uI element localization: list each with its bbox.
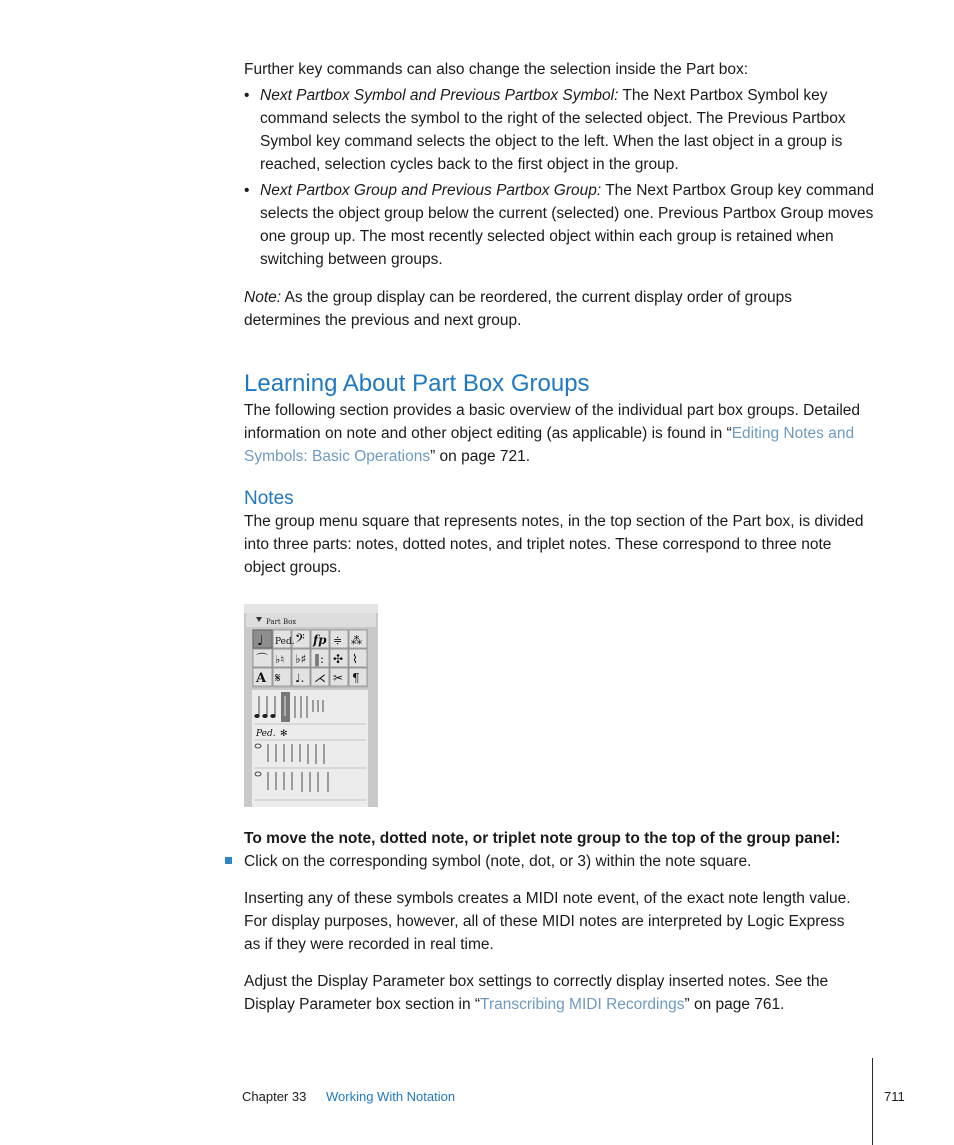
instruction-heading: To move the note, dotted note, or triplet note group to the top of the group panel:	[244, 830, 841, 847]
notes-heading: Notes	[244, 488, 294, 509]
key-command-list	[244, 84, 884, 274]
part-box-illustration	[244, 604, 378, 807]
midi-note-paragraph: Inserting any of these symbols creates a MIDI note event, of the exact note length value. For display purposes, however, all of these MIDI notes are interpreted by Logic Express as if they were recorded in real time.	[244, 890, 851, 953]
step-paragraph	[244, 850, 864, 873]
footer-divider	[872, 1058, 873, 1145]
bullet-dot: •	[244, 182, 250, 199]
note-paragraph	[244, 286, 864, 332]
svg-text:A: A	[256, 671, 267, 686]
bullet-dot: •	[244, 87, 250, 104]
list-item	[244, 179, 884, 271]
part-box-title: Part Box	[266, 618, 297, 626]
svg-text:✣: ✣	[333, 652, 344, 666]
display-parameter-after: ” on page 761.	[684, 996, 785, 1013]
svg-text:♭♮: ♭♮	[275, 653, 285, 666]
svg-text:⌇: ⌇	[352, 652, 358, 666]
list-item-term: Next Partbox Symbol and Previous Partbox Symbol:	[260, 87, 619, 104]
editing-notes-link[interactable]: Editing Notes and Symbols: Basic Operations	[244, 425, 855, 465]
footer-chapter-title-link[interactable]: Working With Notation	[326, 1089, 456, 1104]
svg-text:‖:: ‖:	[314, 652, 325, 666]
display-parameter-text: Adjust the Display Parameter box settings to correctly display inserted notes. See the Display Parameter box section in “	[244, 973, 829, 1013]
display-parameter-paragraph	[244, 970, 864, 1016]
list-item-term: Next Partbox Group and Previous Partbox Group:	[260, 182, 602, 199]
overview-text: The following section provides a basic overview of the individual part box groups. Detailed information on note and other object editing (as applicable) is found in “	[244, 402, 861, 442]
svg-text:♭♯: ♭♯	[295, 652, 307, 666]
step-text: Click on the corresponding symbol (note, dot, or 3) within the note square.	[244, 853, 752, 870]
intro-paragraph: Further key commands can also change the selection inside the Part box:	[244, 61, 749, 78]
footer-chapter: Chapter 33	[242, 1089, 307, 1104]
list-item	[244, 84, 884, 176]
svg-text:Ped.: Ped.	[256, 729, 276, 739]
section-heading: Learning About Part Box Groups	[244, 370, 590, 397]
note-label: Note:	[244, 289, 282, 306]
svg-text:⁂: ⁂	[351, 634, 362, 647]
svg-text:♩: ♩	[257, 633, 264, 649]
list-item-text: The Next Partbox Group key command selects the object group below the current (selected) one. Previous Partbox Group moves one group up. The most recently selected object within each group is retained when switching between groups.	[260, 182, 875, 268]
notes-paragraph: The group menu square that represents notes, in the top section of the Part box, is divided into three parts: notes, dotted notes, and triplet notes. These correspond to three note object groups.	[244, 513, 864, 576]
svg-text:Ped.: Ped.	[275, 637, 295, 647]
step-bullet-square	[225, 857, 232, 864]
part-box-notes-panel	[252, 690, 368, 807]
svg-text:𝄋: 𝄋	[275, 671, 281, 686]
note-text: As the group display can be reordered, the current display order of groups determines the previous and next group.	[244, 289, 793, 329]
overview-after: ” on page 721.	[430, 448, 531, 465]
part-box-icon-grid	[252, 629, 368, 688]
overview-paragraph	[244, 399, 864, 468]
svg-text:♩.: ♩.	[295, 671, 305, 685]
svg-text:𝄢: 𝄢	[295, 631, 305, 649]
svg-text:✂: ✂	[333, 671, 344, 685]
svg-text:⌒: ⌒	[256, 652, 269, 666]
svg-text:⋌: ⋌	[314, 671, 326, 685]
transcribing-midi-link[interactable]: Transcribing MIDI Recordings	[480, 996, 685, 1013]
list-item-text: The Next Partbox Symbol key command selects the symbol to the right of the selected object. The Previous Partbox Symbol key command selects the object to the left. When the last object in a group is reached, selection cycles back to the first object in the group.	[260, 87, 846, 173]
svg-text:¶: ¶	[352, 671, 360, 685]
footer-page-number: 711	[884, 1089, 905, 1104]
svg-text:≑: ≑	[333, 634, 343, 647]
part-box-screenshot	[244, 604, 378, 807]
svg-text:✻: ✻	[280, 729, 288, 739]
svg-text:fp: fp	[313, 633, 327, 647]
